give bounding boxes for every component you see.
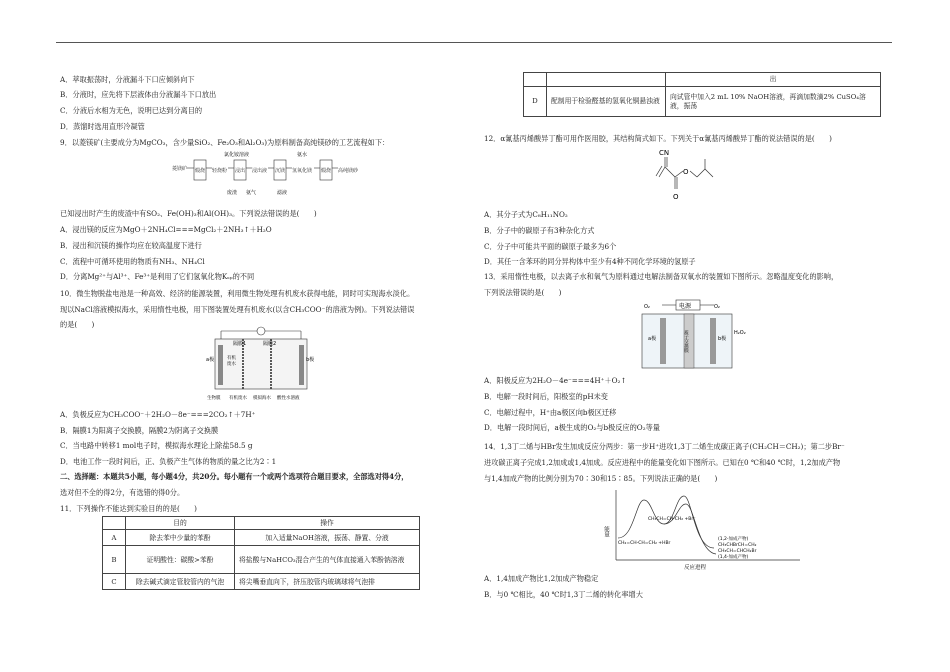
gas-label: O₂: [714, 304, 720, 310]
table-row: [524, 87, 881, 117]
power-label: 电源: [679, 303, 692, 310]
q8-option-d: D．蒸馏时选用直形冷凝管: [60, 122, 145, 131]
q9-stem: 9．以菱镁矿(主要成分为MgCO₃，含少量SiO₂、Fe₂O₃和Al₂O₃)为原料制备高纯镁砂的工艺流程如下：: [60, 138, 390, 147]
q11-table: [102, 516, 420, 590]
intermediate-label: CH₃CH=CH-CH₂ +Br⁻: [648, 517, 696, 522]
q10-battery-figure: [205, 325, 315, 405]
electrode-label: a极: [648, 336, 657, 342]
q13-stem-2: 下列说法错误的是( ): [484, 288, 562, 297]
table-cell: 配制用于检验醛基的氢氧化铜悬浊液: [547, 87, 666, 117]
flow-box-label: 轻烧粉: [212, 168, 228, 174]
q9-option-b: B．浸出和沉镁的操作均应在较高温度下进行: [60, 241, 202, 250]
bottom-label: 酸性水溶液: [277, 396, 300, 401]
reactant-label: CH₂=CH-CH=CH₂ +HBr: [618, 541, 671, 546]
product-label: CH₃CHBrCH=CH₂: [718, 543, 757, 548]
q9-known: 已知浸出时产生的废渣中有SO₂、Fe(OH)₃和Al(OH)₃。下列说法错误的是( ): [60, 209, 317, 218]
q13-stem-1: 13．采用惰性电极，以去离子水和氧气为原料通过电解法制备双氧水的装置如下图所示。忽略温度变化的影响，: [484, 272, 839, 281]
inner-label: 有机: [227, 356, 236, 361]
table-cell: 将盐酸与NaHCO₃混合产生的气体直接通入苯酚钠溶液: [235, 546, 420, 574]
electrode-label: a极: [206, 357, 215, 363]
q12-option-d: D．其任一含苯环的同分异构体中至少有4种不同化学环境的氢原子: [484, 257, 696, 266]
flow-bottom-label: 氨气: [246, 190, 257, 196]
q9-option-c: C．流程中可循环使用的物质有NH₃、NH₄Cl: [60, 257, 205, 266]
table-row: [103, 546, 420, 574]
electrode-label: b极: [718, 336, 727, 342]
q8-option-c: C．分液后水相为无色，说明已达到分离目的: [60, 106, 203, 115]
q9-option-a: A．浸出镁的反应为MgO＋2NH₄Cl===MgCl₂＋2NH₃↑＋H₂O: [60, 225, 272, 234]
product-label: H₂O₂: [734, 330, 746, 336]
q13-option-c: C．电解过程中，H⁺由a极区向b极区迁移: [484, 408, 617, 417]
bulb-icon: [257, 327, 265, 335]
flow-box-label: 浸出液: [252, 168, 268, 174]
q12-option-c: C．分子中可能共平面的碳原子最多为6个: [484, 242, 617, 251]
q11-stem: 11．下列操作不能达到实验目的的是( ): [60, 504, 197, 513]
y-axis-label: 能量: [603, 526, 609, 537]
struct-label: CN: [659, 149, 670, 157]
table-header: 目的: [126, 517, 235, 530]
q14-stem-2: 进攻碳正离子完成1,2加成或1,4加成。反应进程中的能量变化如下图所示。已知在0 ℃和40 ℃时，1,2加成产物: [484, 458, 841, 467]
q9-flow-diagram: [170, 150, 380, 198]
electrode-label: b极: [306, 357, 315, 363]
q13-option-a: A．阳极反应为2H₂O－4e⁻===4H⁺＋O₂↑: [484, 376, 627, 385]
table-row: [103, 574, 420, 590]
membrane-label: 质子交换膜: [683, 330, 689, 353]
q14-energy-diagram: [604, 486, 804, 570]
table-cell: 出: [666, 73, 881, 87]
flow-box-label: 高纯镁砂: [338, 168, 359, 174]
flow-box-label: 浸出: [235, 168, 246, 174]
table-cell: 除去苯中少量的苯酚: [126, 530, 235, 546]
table-row: [103, 530, 420, 546]
table-header: 操作: [235, 517, 420, 530]
q14-stem-3: 与1,4加成产物的比例分别为70∶30和15∶85。下列说法正确的是( ): [484, 474, 718, 483]
x-axis-label: 反应进程: [684, 565, 707, 571]
product-label: (1,2-加成产物): [718, 537, 749, 542]
header-rule: [56, 42, 892, 43]
bottom-label: 有机废水: [229, 396, 247, 401]
bottom-label: 生物膜: [207, 396, 221, 401]
q10-stem-1: 10．微生物脱盐电池是一种高效、经济的能源装置，利用微生物处理有机废水获得电能，同时可实现海水淡化。: [60, 289, 415, 298]
inner-label: 废水: [227, 362, 236, 367]
gas-label: O₂: [644, 304, 650, 310]
table-cell: 加入适量NaOH溶液，振荡、静置、分液: [235, 530, 420, 546]
flow-box-label: 煅烧: [321, 168, 332, 174]
q14-option-b: B．与0 ℃相比，40 ℃时1,3丁二烯的转化率增大: [484, 590, 643, 599]
q10-option-d: D．电池工作一段时间后，正、负极产生气体的物质的量之比为2∶1: [60, 457, 277, 466]
flow-top-label: 氯化铵溶液: [224, 152, 250, 158]
q13-option-b: B．电解一段时间后，阳极室的pH未变: [484, 392, 608, 401]
struct-label: O: [683, 168, 689, 176]
table-cell: 向试管中加入2 mL 10% NaOH溶液，再滴加数滴2% CuSO₄溶液，振荡: [666, 87, 881, 117]
table-header-row: [103, 517, 420, 530]
product-label: (1,4-加成产物): [718, 555, 749, 560]
q10-option-b: B．隔膜1为阳离子交换膜，隔膜2为阴离子交换膜: [60, 426, 219, 435]
flow-box-label: 沉镁: [275, 168, 286, 174]
q10-stem-3: 的是( ): [60, 320, 95, 329]
q9-option-d: D．分离Mg²⁺与Al³⁺、Fe³⁺是利用了它们氢氧化物Kₛₚ的不同: [60, 272, 255, 281]
table-cell: 除去碱式滴定管胶管内的气泡: [126, 574, 235, 590]
table-row: [524, 73, 881, 87]
q14-option-a: A．1,4加成产物比1,2加成产物稳定: [484, 574, 599, 583]
product-label: CH₃CH=CHCH₂Br: [718, 549, 757, 554]
section2-2: 选对但不全的得2分，有选错的得0分。: [60, 488, 185, 497]
q10-stem-2: 现以NaCl溶液模拟海水，采用惰性电极，用下图装置处理有机废水(以含CH₃COO⁻的溶液为例)。下列说法错误: [60, 305, 415, 314]
q11-table-continued: [523, 72, 881, 117]
flow-top-label: 氨水: [297, 152, 308, 158]
q10-option-c: C．当电路中转移1 mol电子时，模拟海水理论上除盐58.5 g: [60, 441, 253, 450]
table-cell: A: [103, 530, 126, 546]
table-cell: D: [524, 87, 547, 117]
q12-structure: [655, 147, 725, 205]
q13-electrolysis-figure: [640, 298, 750, 370]
q14-stem-1: 14．1,3丁二烯与HBr发生加成反应分两步：第一步H⁺进攻1,3丁二烯生成碳正离子(CH₂CH＝CH₂)；第二步Br⁻: [484, 442, 845, 451]
table-cell: B: [103, 546, 126, 574]
flow-box-label: 氢氧化镁: [292, 168, 313, 174]
q12-stem: 12．α氰基丙烯酸异丁酯可用作医用胶，其结构简式如下。下列关于α氰基丙烯酸异丁酯的说法错误的是( ): [484, 134, 832, 143]
membrane-label: 隔膜1: [233, 341, 247, 347]
flow-bottom-label: 废渣: [227, 190, 238, 196]
flow-bottom-label: 滤液: [277, 190, 288, 196]
q10-option-a: A．负极反应为CH₃COO⁻＋2H₂O－8e⁻===2CO₂↑＋7H⁺: [60, 410, 256, 419]
membrane-label: 隔膜2: [263, 341, 277, 347]
flow-box-label: 煅烧: [195, 168, 206, 174]
section2-1: 二、选择题：本题共5小题，每小题4分，共20分。每小题有一个或两个选项符合题目要求，全部选对得4分，: [60, 472, 409, 481]
q8-option-a: A．萃取振荡时，分液漏斗下口应倾斜向下: [60, 75, 195, 84]
table-cell: 将尖嘴垂直向下，挤压胶管内玻璃球将气泡排: [235, 574, 420, 590]
q12-option-a: A．其分子式为C₈H₁₁NO₂: [484, 210, 568, 219]
flow-box-label: 菱镁矿: [172, 166, 188, 172]
q8-option-b: B．分液时，应先将下层液体由分液漏斗下口放出: [60, 90, 217, 99]
q12-option-b: B．分子中的碳原子有3种杂化方式: [484, 226, 595, 235]
q13-option-d: D．电解一段时间后，a极生成的O₂与b极反应的O₂等量: [484, 423, 660, 432]
struct-label: O: [673, 193, 679, 201]
table-cell: C: [103, 574, 126, 590]
bottom-label: 模拟海水: [253, 396, 271, 401]
table-cell: 证明酸性：碳酸>苯酚: [126, 546, 235, 574]
